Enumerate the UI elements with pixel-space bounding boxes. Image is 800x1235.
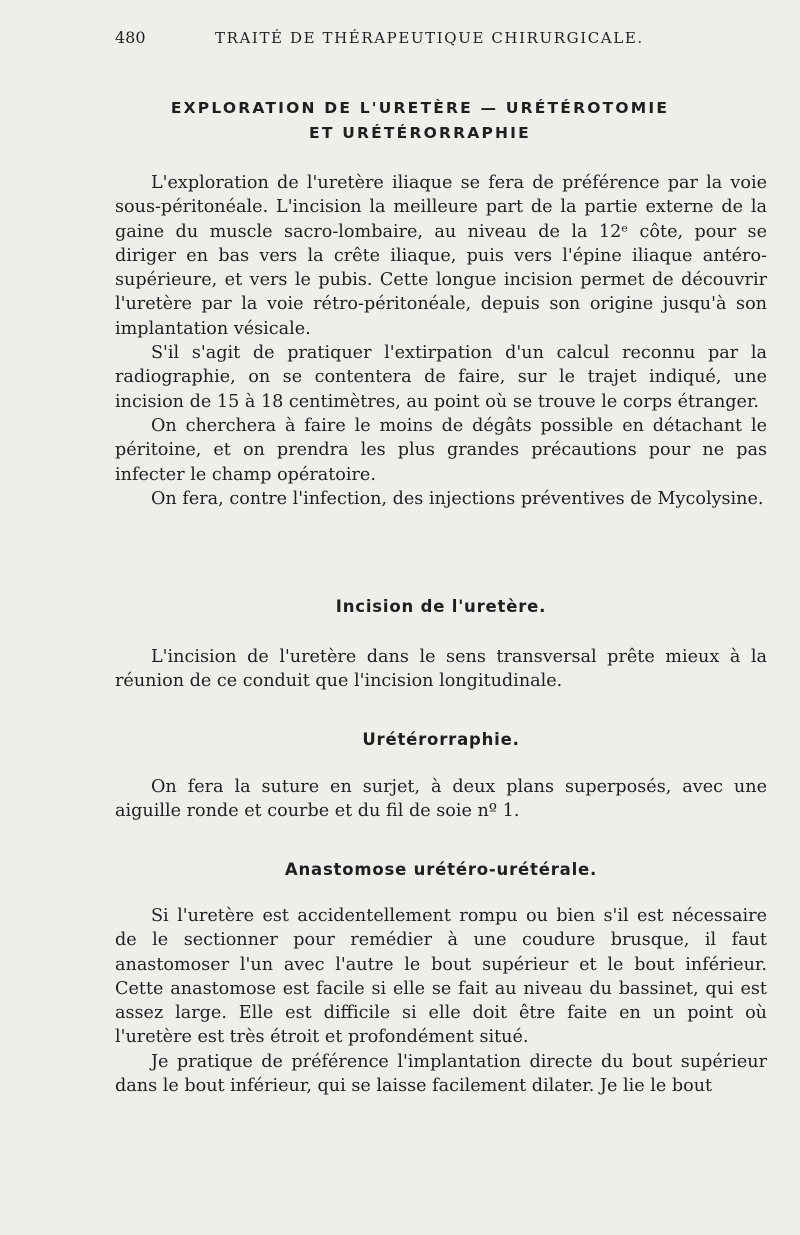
running-header <box>115 28 755 52</box>
chapter-title <box>150 96 690 146</box>
section-heading-anastomose: Anastomose urétéro-urétérale. <box>284 860 598 879</box>
section-heading-incision: Incision de l'uretère. <box>335 597 547 616</box>
ureterorraphie-section <box>115 775 767 824</box>
paragraph: Je pratique de préférence l'implantation directe du bout supérieur dans le bout inférieur, qui se laisse facilement dilater. Je lie le bout <box>115 1051 767 1097</box>
chapter-title-line-1: EXPLORATION DE L'URETÈRE — URÉTÉROTOMIE <box>170 99 670 117</box>
running-title: TRAITÉ DE THÉRAPEUTIQUE CHIRURGICALE. <box>215 29 644 47</box>
paragraph: S'il s'agit de pratiquer l'extirpation d'un calcul reconnu par la radiographie, on se contentera de faire, sur le trajet indiqué, une incision de 15 à 18 centimètres, au point où se trouve le corps étranger. <box>115 343 767 412</box>
paragraph: L'incision de l'uretère dans le sens transversal prête mieux à la réunion de ce conduit que l'incision longitudinale. <box>115 647 767 692</box>
anastomose-section <box>115 904 767 1098</box>
section-heading-ureterorraphie: Urétérorraphie. <box>362 730 520 749</box>
paragraph: Si l'uretère est accidentellement rompu ou bien s'il est nécessaire de le sectionner pour remédier à une coudure brusque, il faut anastomoser l'un avec l'autre le bout supérieur et le bout inférieur. Cette anastomose est facile si elle se fait au niveau du bassinet, qui est assez large. Elle est difficile si elle doit être faite en un point où l'uretère est très étroit et profondément situé. <box>115 906 767 1048</box>
paragraph: On cherchera à faire le moins de dégâts possible en détachant le péritoine, et on prendra les plus grandes précautions pour ne pas infecter le champ opératoire. <box>115 415 767 485</box>
intro-section <box>115 171 767 511</box>
paragraph: On fera, contre l'infection, des injections préventives de Mycolysine. <box>151 488 764 509</box>
paragraph: L'exploration de l'uretère iliaque se fera de préférence par la voie sous-péritonéale. L'incision la meilleure part de la partie externe de la gaine du muscle sacro-lombaire, au niveau de la 12ᵉ côte, pour se diriger en bas vers la crête iliaque, puis vers l'épine iliaque antéro-supérieure, et vers le pubis. Cette longue incision permet de découvrir l'uretère par la voie rétro-péritonéale, depuis son origine jusqu'à son implantation vésicale. <box>115 173 767 339</box>
page-number: 480 <box>115 28 146 47</box>
chapter-title-line-2: ET URÉTÉRORRAPHIE <box>309 124 531 142</box>
incision-section <box>115 645 767 694</box>
paragraph: On fera la suture en surjet, à deux plans superposés, avec une aiguille ronde et courbe et du fil de soie nº 1. <box>115 777 767 822</box>
